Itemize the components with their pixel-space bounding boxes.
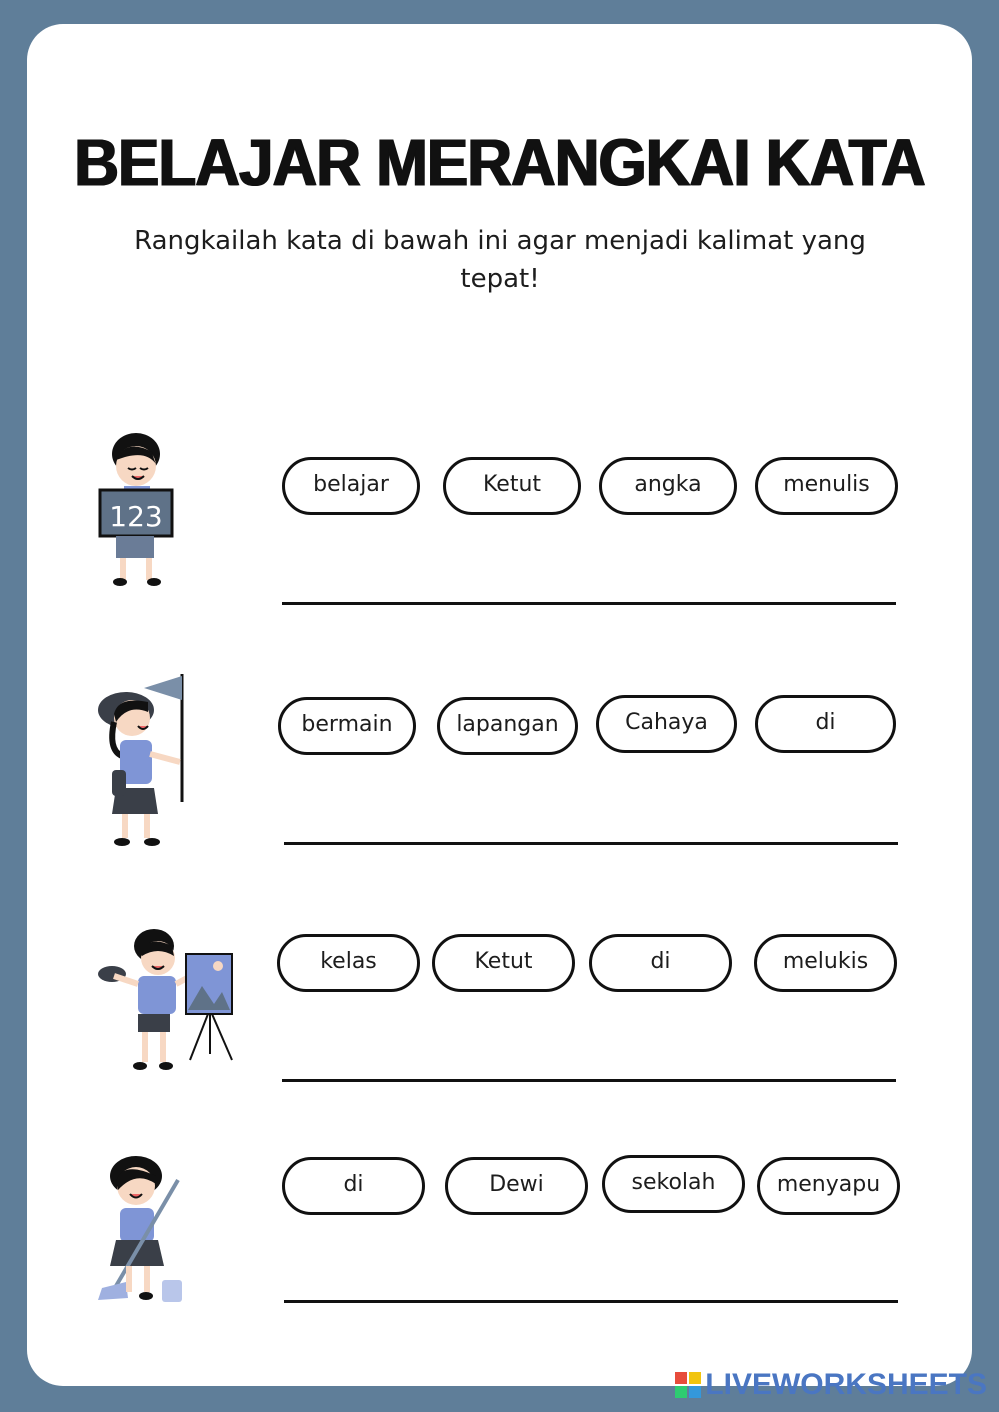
word-chip[interactable]: Ketut xyxy=(443,457,581,515)
word-chip[interactable]: melukis xyxy=(754,934,897,992)
word-chip[interactable]: di xyxy=(282,1157,425,1215)
word-chip[interactable]: Ketut xyxy=(432,934,575,992)
word-chip[interactable]: di xyxy=(589,934,732,992)
answer-line[interactable] xyxy=(282,1079,896,1082)
word-chip[interactable]: sekolah xyxy=(602,1155,745,1213)
liveworksheets-logo-icon xyxy=(675,1372,701,1398)
word-chip[interactable]: lapangan xyxy=(437,697,578,755)
word-chip[interactable]: di xyxy=(755,695,896,753)
girl-with-flag-illustration xyxy=(98,670,192,848)
answer-line[interactable] xyxy=(284,1300,898,1303)
word-chip[interactable]: belajar xyxy=(282,457,420,515)
brand-name: LIVEWORKSHEETS xyxy=(705,1368,987,1401)
answer-line[interactable] xyxy=(284,842,898,845)
page-title: BELAJAR MERANGKAI KATA xyxy=(74,126,925,201)
word-chip[interactable]: menulis xyxy=(755,457,898,515)
boy-holding-123-board-illustration xyxy=(96,430,178,588)
answer-line[interactable] xyxy=(282,602,896,605)
word-chip[interactable]: Dewi xyxy=(445,1157,588,1215)
word-chip[interactable]: Cahaya xyxy=(596,695,737,753)
liveworksheets-brand[interactable] xyxy=(675,1368,987,1402)
boy-painting-easel-illustration xyxy=(98,926,238,1074)
svg-text:123: 123 xyxy=(109,500,163,533)
word-chip[interactable]: angka xyxy=(599,457,737,515)
girl-sweeping-illustration xyxy=(96,1154,188,1306)
word-chip[interactable]: menyapu xyxy=(757,1157,900,1215)
word-chip[interactable]: kelas xyxy=(277,934,420,992)
word-chip[interactable]: bermain xyxy=(278,697,416,755)
instruction-text: Rangkailah kata di bawah ini agar menjadi kalimat yang tepat! xyxy=(134,226,866,294)
